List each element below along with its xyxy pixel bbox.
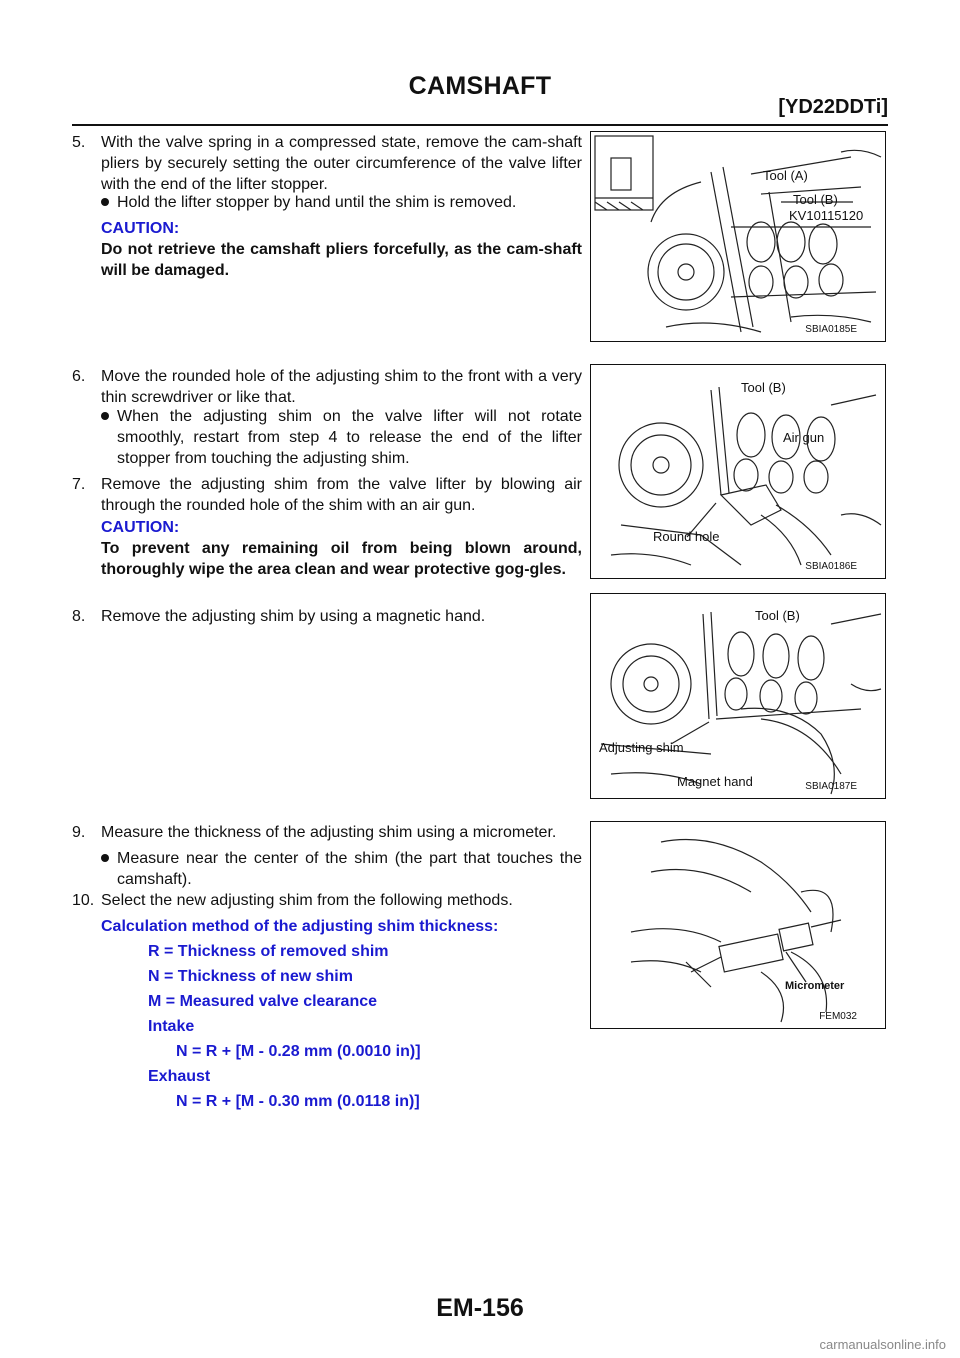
step-number: 6. — [72, 368, 86, 385]
header-rule — [72, 124, 888, 126]
intake-label: Intake — [148, 1018, 195, 1035]
figure-code: SBIA0185E — [805, 324, 857, 335]
caution-text: To prevent any remaining oil from being blown around, thoroughly wipe the area clean and wear protective gog-gles. — [101, 540, 582, 578]
label-adjusting-shim: Adjusting shim — [599, 740, 684, 755]
bullet-text: When the adjusting shim on the valve lifter will not rotate smoothly, restart from step 4 to release the end of the lifter stopper from touching the adjusting shim. — [117, 408, 582, 467]
calc-m-def: M = Measured valve clearance — [148, 993, 378, 1010]
label-round-hole: Round hole — [653, 529, 720, 544]
step-9 — [72, 822, 582, 843]
figure-tool-removal — [590, 131, 886, 342]
engine-model: [YD22DDTi] — [778, 96, 888, 118]
step-text: With the valve spring in a compressed state, remove the cam-shaft pliers by securely setting the outer circumference of the valve lifter with the end of the lifter stopper. — [101, 134, 582, 193]
label-magnet-hand: Magnet hand — [677, 774, 753, 789]
step-9-bullet — [101, 848, 582, 890]
engine-illustration-1 — [591, 132, 886, 342]
page-title: CAMSHAFT — [408, 72, 552, 100]
label-air-gun: Air gun — [783, 430, 825, 445]
bullet-dot — [101, 198, 109, 206]
step-text: Remove the adjusting shim by using a magnetic hand. — [101, 608, 486, 625]
step-number: 9. — [72, 824, 86, 841]
bullet-text: Measure near the center of the shim (the part that touches the camshaft). — [117, 850, 582, 888]
micrometer-illustration — [591, 822, 886, 1029]
caution-text: Do not retrieve the camshaft pliers forcefully, as the cam-shaft will be damaged. — [101, 241, 582, 279]
exhaust-formula: N = R + [M - 0.30 mm (0.0118 in)] — [176, 1093, 420, 1110]
figure-code: FEM032 — [819, 1011, 857, 1022]
step-8 — [72, 606, 582, 627]
bullet-text: Hold the lifter stopper by hand until the shim is removed. — [117, 194, 517, 211]
step-10 — [72, 890, 582, 911]
page-number: EM-156 — [436, 1294, 524, 1322]
caution-label: CAUTION: — [101, 519, 180, 536]
figure-code: SBIA0186E — [805, 561, 857, 572]
step-number: 8. — [72, 608, 86, 625]
engine-illustration-2 — [591, 365, 886, 579]
label-micrometer: Micrometer — [785, 980, 845, 992]
label-kv-tool: KV10115120 — [789, 208, 864, 223]
caution-label: CAUTION: — [101, 220, 180, 237]
engine-illustration-3 — [591, 594, 886, 799]
intake-formula: N = R + [M - 0.28 mm (0.0010 in)] — [176, 1043, 421, 1060]
exhaust-label: Exhaust — [148, 1068, 211, 1085]
figure-code: SBIA0187E — [805, 781, 857, 792]
calc-heading: Calculation method of the adjusting shim thickness: — [101, 918, 499, 935]
step-6-bullet — [101, 406, 582, 469]
calc-r-def: R = Thickness of removed shim — [148, 943, 389, 960]
step-text: Select the new adjusting shim from the following methods. — [101, 892, 513, 909]
step-6 — [72, 366, 582, 408]
step-text: Remove the adjusting shim from the valve lifter by blowing air through the rounded hole of the shim with an air gun. — [101, 476, 582, 514]
step-text: Measure the thickness of the adjusting shim using a micrometer. — [101, 824, 557, 841]
step-5 — [72, 132, 582, 195]
watermark: carmanualsonline.info — [819, 1337, 946, 1352]
figure-magnet-hand — [590, 593, 886, 799]
bullet-dot — [101, 412, 109, 420]
bullet-dot — [101, 854, 109, 862]
step-number: 10. — [72, 892, 95, 909]
step-number: 7. — [72, 476, 86, 493]
figure-air-gun — [590, 364, 886, 579]
label-tool-a: Tool (A) — [763, 168, 808, 183]
label-tool-b: Tool (B) — [755, 608, 800, 623]
label-tool-b: Tool (B) — [793, 192, 838, 207]
figure-micrometer — [590, 821, 886, 1029]
step-number: 5. — [72, 134, 86, 151]
step-5-bullet — [101, 192, 582, 213]
calc-n-def: N = Thickness of new shim — [148, 968, 353, 985]
label-tool-b: Tool (B) — [741, 380, 786, 395]
step-text: Move the rounded hole of the adjusting shim to the front with a very thin screwdriver or like that. — [101, 368, 582, 406]
step-7 — [72, 474, 582, 516]
